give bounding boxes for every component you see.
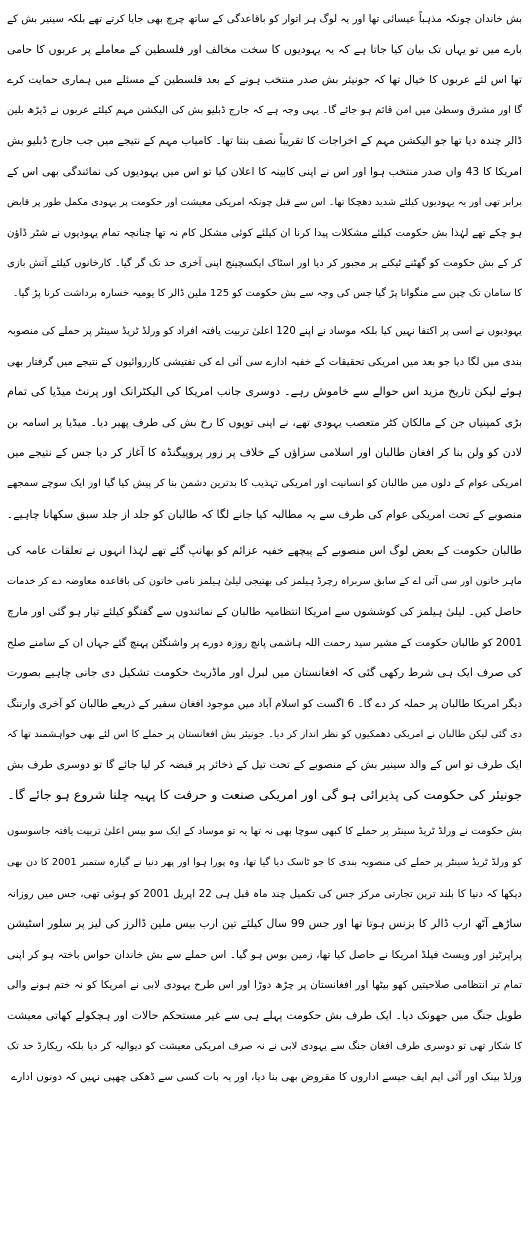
article-body: [7, 4, 522, 1093]
text-line: پراپرٹیز اور ویسٹ فیلڈ امریکا نے حاصل کیا تھا، زمین بوس ہو گیا۔ اس حملے سے بش خاندان حواس باختہ ہو کر اپنی: [7, 948, 522, 961]
text-line: ورلڈ بینک اور آئی ایم ایف جیسے اداروں کا مقروض بھی بنا دیا، اور یہ بات کسی سے ڈھکی چھپی نہیں کہ دونوں ادارے: [11, 1071, 522, 1084]
article-paragraph: [7, 817, 522, 1092]
text-line: بارے میں تو یہاں تک بیان کیا جاتا ہے کہ یہ یہودیوں کا سخت مخالف اور فلسطین کے معاملے پر عربوں کا حامی: [7, 42, 522, 56]
text-line: ماہر خاتون اور سی آئی اے کے سابق سربراہ رچرڈ ہیلمز کی بھتیجی لیلیٰ ہیلمز نامی خاتون کی باقاعدہ معاوضہ دے کر خدمات: [7, 575, 522, 587]
text-line: ڈالر چندہ دیا تھا جو الیکشن مہم کے اخراجات کا تقریباً نصف بنتا تھا۔ کامیاب مہم کے نتیجے میں جب جارج ڈبلیو بش: [7, 134, 522, 148]
text-line: بش حکومت نے ورلڈ ٹریڈ سینٹر پر حملے کا کبھی سوچا بھی نہ تھا یہ تو موساد کے ایک سو بیس اعلیٰ تربیت یافتہ جاسوسوں: [7, 826, 522, 838]
text-line: تھا اس لئے عربوں کا خیال تھا کہ جونیئر بش صدر منتخب ہونے کے بعد فلسطین کے مسئلے میں ہماری حمایت کرے: [7, 73, 522, 87]
text-line: ہوئے لیکن تاریخ مزید اس حوالے سے خاموش رہے۔ دوسری جانب امریکا کی الیکٹرانک اور پرنٹ میڈیا کی تمام: [7, 385, 522, 399]
text-line: کا سامان تک چین سے منگوانا پڑ گیا جس کی وجہ سے بش حکومت کو 125 ملین ڈالر کا یومیہ خسارہ برداشت کرنا پڑ گیا۔: [12, 288, 522, 300]
text-line: کر کے بش حکومت کو گھٹنے ٹیکنے پر مجبور کر دیا اور اسٹاک ایکسچینج اپنی آخری حد تک گر گیا۔ کارخانوں کیلئے آتش بازی: [7, 257, 522, 269]
article-paragraph: [7, 316, 522, 530]
text-line: کی صرف ایک ہی شرط رکھی گئی کہ افغانستان میں لبرل اور ماڈریٹ حکومت تشکیل دی جانی چاہیے بصورت: [7, 666, 522, 680]
text-line: برابر تھی اور یہ یہودیوں کیلئے شدید دھچکا تھا۔ اس سے قبل چونکہ امریکی معیشت اور حکومت پر یہودی مکمل طور پر قابض: [7, 196, 522, 208]
text-line: طویل جنگ میں جھونک دیا۔ ایک طرف بش حکومت پہلے ہی سے غیر مستحکم حالات اور ہچکولے کھاتی معیشت: [7, 1009, 522, 1022]
text-line: امریکا کا 43 واں صدر منتخب ہوا اور اس نے اپنی کابینہ کا اعلان کیا تو اس میں یہودیوں کی نمائندگی بھی اس کے: [7, 164, 522, 178]
text-line: بندی میں لگا دیا جو بعد میں امریکی تحقیقات کے خفیہ ادارے سی آئی اے کی تفتیشی کارروائیوں کے نتیجے میں گرفتار بھی: [7, 355, 522, 368]
text-line: امریکی عوام کے دلوں میں طالبان کو انسانیت اور امریکی تہذیب کا بدترین دشمن بنا کر پیش کیا گیا اور ایک سوچے سمجھے: [7, 477, 522, 489]
text-line: لادن کو ولن بنا کر افغان طالبان اور اسلامی سزاؤں کے خلاف پر زور پروپیگنڈہ کا آغاز کر دیا جس کے نتیجے میں: [7, 446, 522, 460]
text-line: دیگر امریکا طالبان پر حملہ کر دے گا۔ 6 اگست کو اسلام آباد میں موجود افغان سفیر کے ذریعے طالبان کو آخری وارننگ: [7, 698, 522, 711]
article-paragraph: [7, 4, 522, 310]
text-line: دی گئی لیکن طالبان نے امریکی دھمکیوں کو نظر انداز کر دیا۔ جونیئر بش افغانستان پر حملے کا اس لئے بھی خواہشمند تھا کہ: [7, 728, 522, 740]
text-line: کو ورلڈ ٹریڈ سینٹر پر حملے کی منصوبہ بندی کا جو ٹاسک دیا گیا تھا، وہ پورا ہوا اور پھر دنیا نے گیارہ ستمبر 2001 کا دن بھی: [7, 857, 522, 869]
text-line: طالبان حکومت کے بعض لوگ اس منصوبے کے پیچھے خفیہ عزائم کو بھانپ گئے تھے لہٰذا انہوں نے تعلقات عامہ کی: [7, 544, 522, 558]
text-line: ایک طرف تو اس کے والد سینیر بش کے منصوبے کے تحت تیل کے ذخائر پر قبضہ کر لیا جائے گا تو دوسری طرف بش: [7, 758, 522, 772]
text-line: حاصل کیں۔ لیلیٰ ہیلمز کی کوششوں سے امریکا انتظامیہ طالبان کے نمائندوں سے گفتگو کیلئے تیار ہو گئی اور مارچ: [7, 605, 522, 619]
text-line: دیکھا کہ دنیا کا بلند ترین تجارتی مرکز جس کی تکمیل چند ماہ قبل ہی 22 اپریل 2001 کو ہوئی تھی، جس میں روزانہ: [7, 887, 522, 900]
text-line: یہودیوں نے اسی پر اکتفا نہیں کیا بلکہ موساد نے اپنے 120 اعلیٰ تربیت یافتہ افراد کو ورلڈ ٹریڈ سینٹر پر حملے کی منصوبہ: [7, 324, 522, 337]
text-line: ساڑھے آٹھ ارب ڈالر کا بزنس ہوتا تھا اور جس 99 سال کیلئے تین ارب بیس ملین ڈالرز کی لیز پر سلور اسٹیشن: [7, 917, 522, 931]
text-line: کا شکار تھی تو دوسری طرف افغان جنگ سے یہودی لابی نے نہ صرف امریکی معیشت کو دیوالیہ کر دیا بلکہ ریکارڈ حد تک: [7, 1040, 522, 1052]
text-line: 2001 کو طالبان حکومت کے مشیر سید رحمت اللہ ہاشمی پانچ روزہ دورے پر واشنگٹن پہنچ گئے جہاں ان کے سامنے صلح: [7, 636, 522, 649]
text-line: منصوبے کے تحت امریکی عوام کی طرف سے یہ مطالبہ کیا جانے لگا کہ طالبان کو جلد از جلد سبق سکھانا چاہیے۔: [7, 507, 522, 521]
text-line: گا اور مشرق وسطیٰ میں امن قائم ہو جائے گا۔ یہی وجہ ہے کہ جارج ڈبلیو بش کی الیکشن مہم کیلئے عربوں نے ڈیڑھ بلین: [7, 104, 522, 116]
article-paragraph: [7, 536, 522, 811]
text-line: ہو چکے تھے لہٰذا بش حکومت کیلئے مشکلات پیدا کرنا ان کیلئے کوئی مشکل کام نہ تھا چنانچہ تمام یہودیوں نے شٹر ڈاؤن: [7, 227, 522, 240]
text-line: بش خاندان چونکہ مذہباً عیسائی تھا اور یہ لوگ ہر اتوار کو باقاعدگی کے ساتھ چرچ بھی جایا کرتے تھے بلکہ سینیر بش کے: [7, 13, 522, 25]
text-line: بڑی کمپنیاں جن کے مالکان کٹر متعصب یہودی تھے، نے اپنی توپوں کا رخ بش کی طرف پھیر دیا۔ میڈیا پر اسامہ بن: [7, 415, 522, 429]
text-line: تمام تر انتظامی صلاحیتیں کھو بیٹھا اور افغانستان پر چڑھ دوڑا اور اس طرح یہودی لابی نے امریکا کو نہ ختم ہونے والی: [7, 979, 522, 992]
text-line: جونیئر کی حکومت کی پذیرائی ہو گی اور امریکی صنعت و حرفت کا پہیہ چلنا شروع ہو جائے گا۔: [7, 787, 522, 803]
